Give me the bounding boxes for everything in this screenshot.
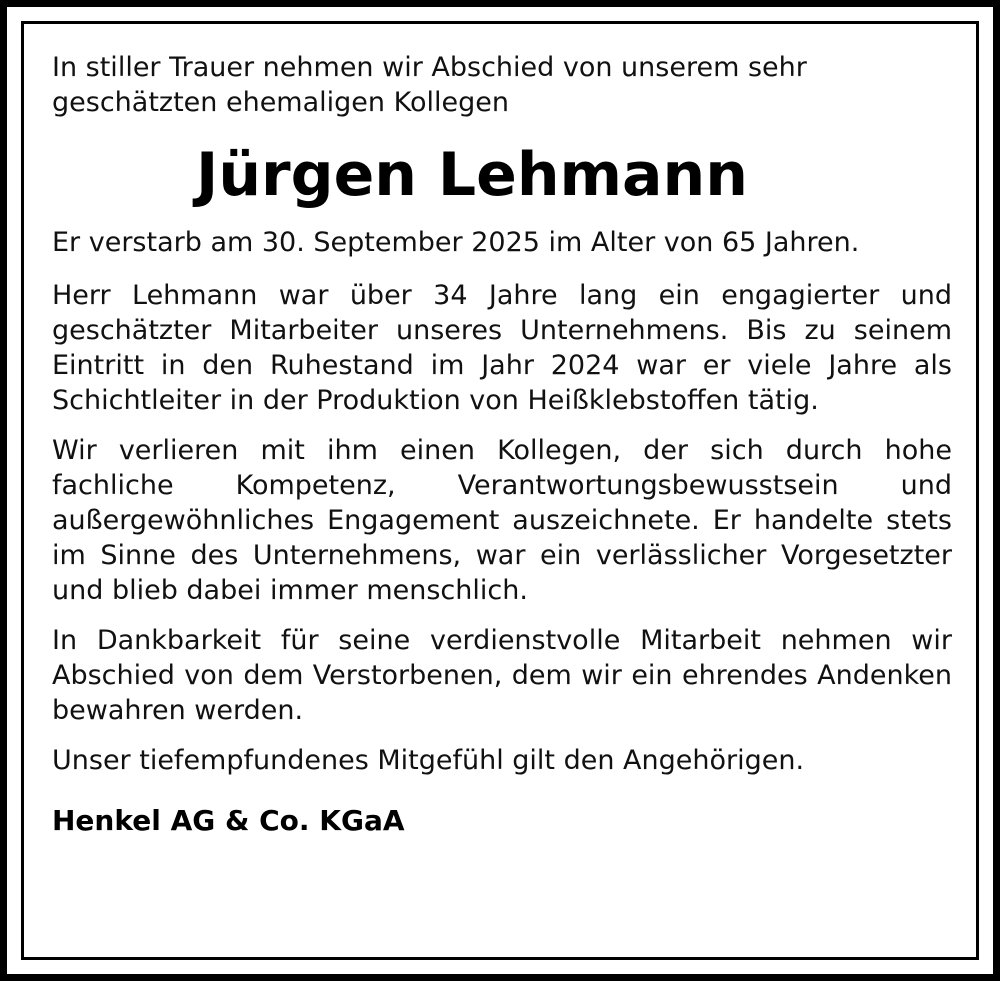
deceased-name: Jürgen Lehmann xyxy=(196,140,748,210)
gratitude-paragraph: In Dankbarkeit für seine verdienstvolle Mitarbeit nehmen wir Abschied von dem Verstorbenen, dem wir ein ehrendes Andenken bewahren werden. xyxy=(52,625,952,726)
career-paragraph: Herr Lehmann war über 34 Jahre lang ein engagierter und geschätzter Mitarbeiter unseres Unternehmens. Bis zu seinem Eintritt in den Ruhestand im Jahr 2024 war er viele Jahre als Schichtleiter in der Produktion von Heißklebstoffen tätig. xyxy=(52,280,952,416)
company-signature: Henkel AG & Co. KGaA xyxy=(52,804,405,837)
intro-text: In stiller Trauer nehmen wir Abschied von unserem sehr geschätzten ehemaligen Kollegen xyxy=(52,52,807,118)
death-date-paragraph: Er verstarb am 30. September 2025 im Alter von 65 Jahren. xyxy=(52,227,860,258)
condolence-paragraph: Unser tiefempfundenes Mitgefühl gilt den Angehörigen. xyxy=(52,745,805,776)
tribute-paragraph: Wir verlieren mit ihm einen Kollegen, der sich durch hohe fachliche Kompetenz, Verantwortungsbewusstsein und außergewöhnliches Engagement auszeichnete. Er handelte stets im Sinne des Unternehmens, war ein verlässlicher Vorgesetzter und blieb dabei immer menschlich. xyxy=(52,435,952,606)
obituary-notice xyxy=(52,50,952,839)
